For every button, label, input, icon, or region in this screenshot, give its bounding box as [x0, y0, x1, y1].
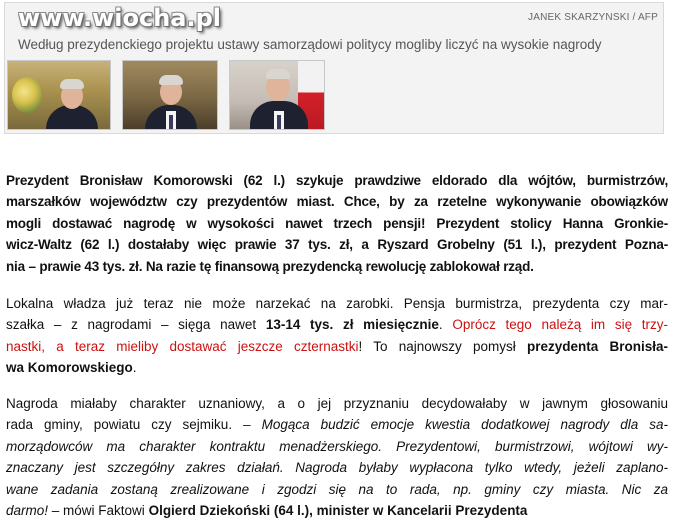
hair-illustration	[60, 79, 84, 89]
text-run: rada gminy, powiatu czy sejmiku.	[6, 417, 244, 433]
text-run: .	[438, 317, 453, 333]
article-lead	[6, 170, 668, 277]
lead-line: mogli dostawać nagrodę w wysokości nawet trzech pensji! Prezydent stolicy Hanna Gronkie-	[6, 215, 668, 231]
quote-text: – Mogąca budzić emocje kwestia dodatkowej nagrody dla sa-	[243, 417, 669, 433]
highlighted-text: Oprócz tego należą im się trzy-	[452, 317, 668, 333]
paragraph-line	[6, 414, 668, 435]
thumbnail-photo-3[interactable]	[229, 60, 325, 130]
paragraph-line	[6, 336, 668, 357]
watermark-logo: www.wiocha.pl	[18, 4, 222, 32]
paragraph-quote	[6, 393, 668, 521]
photo-credit: JANEK SKARZYNSKI / AFP	[528, 12, 658, 23]
lead-line: marszałków województw czy prezydentów miast. Chce, by za rzetelne wykonywanie obowiązków	[6, 194, 668, 210]
tie-illustration	[169, 115, 173, 130]
highlighted-text: nastki, a teraz mieliby dostawać jeszcze czternastki	[6, 338, 359, 354]
president-name: prezydenta Bronisła-	[526, 338, 668, 354]
salary-amount: 13-14 tys. zł miesięcznie	[265, 317, 439, 333]
photo-caption: Według prezydenckiego projektu ustawy samorządowi politycy mogliby liczyć na wysokie nagrody	[18, 37, 602, 52]
text-run: – mówi Faktowi	[48, 503, 149, 519]
paragraph-line: Nagroda miałaby charakter uznaniowy, a o jej przyznaniu decydowałaby w jawnym głosowaniu	[6, 396, 668, 411]
lead-line: wicz-Waltz (62 l.) dostałaby więc prawie 37 tys. zł, a Ryszard Grobelny (51 l.), prezydent Pozna-	[6, 237, 668, 253]
quote-line: wane zadania zostaną zrealizowane i zgodzi się na to rada, np. gminy czy miasta. Nic za	[6, 481, 668, 497]
hair-illustration	[159, 75, 183, 85]
quote-line: znaczany jest szczegółny zakres działań. Nagroda byłaby wypłacona tylko wtedy, jeżeli zaplano-	[6, 460, 668, 476]
tie-illustration	[277, 115, 281, 130]
flowers-illustration	[12, 77, 42, 113]
thumbnail-photo-1[interactable]	[7, 60, 111, 130]
paragraph-line	[6, 500, 668, 521]
text-run: .	[132, 360, 137, 376]
quote-line: morządowców ma charakter kontraktu menadżerskiego. Prezydentowi, burmistrzowi, wójtowi wy-	[6, 438, 668, 454]
paragraph-line	[6, 357, 668, 378]
paragraph-line	[6, 314, 668, 335]
paragraph-salaries	[6, 293, 668, 379]
lead-line: nia – prawie 43 tys. zł. Na razie tę finansową prezydencką rewolucję zablokował rząd.	[6, 258, 534, 274]
minister-name: Olgierd Dziekoński (64 l.), minister w Kancelarii Prezydenta	[148, 503, 528, 519]
text-run: ! To najnowszy pomysł	[358, 338, 527, 354]
quote-text: darmo!	[6, 503, 49, 519]
text-run: szałka – z nagrodami – sięga nawet	[6, 317, 266, 333]
paragraph-line: Lokalna władza już teraz nie może narzekać na zarobki. Pensja burmistrza, prezydenta czy mar-	[6, 296, 668, 311]
thumbnail-photo-2[interactable]	[122, 60, 218, 130]
hair-illustration	[266, 69, 290, 79]
president-name: wa Komorowskiego	[6, 360, 133, 376]
lead-line: Prezydent Bronisław Komorowski (62 l.) szykuje prawdziwe eldorado dla wójtów, burmistrzów,	[6, 173, 668, 188]
